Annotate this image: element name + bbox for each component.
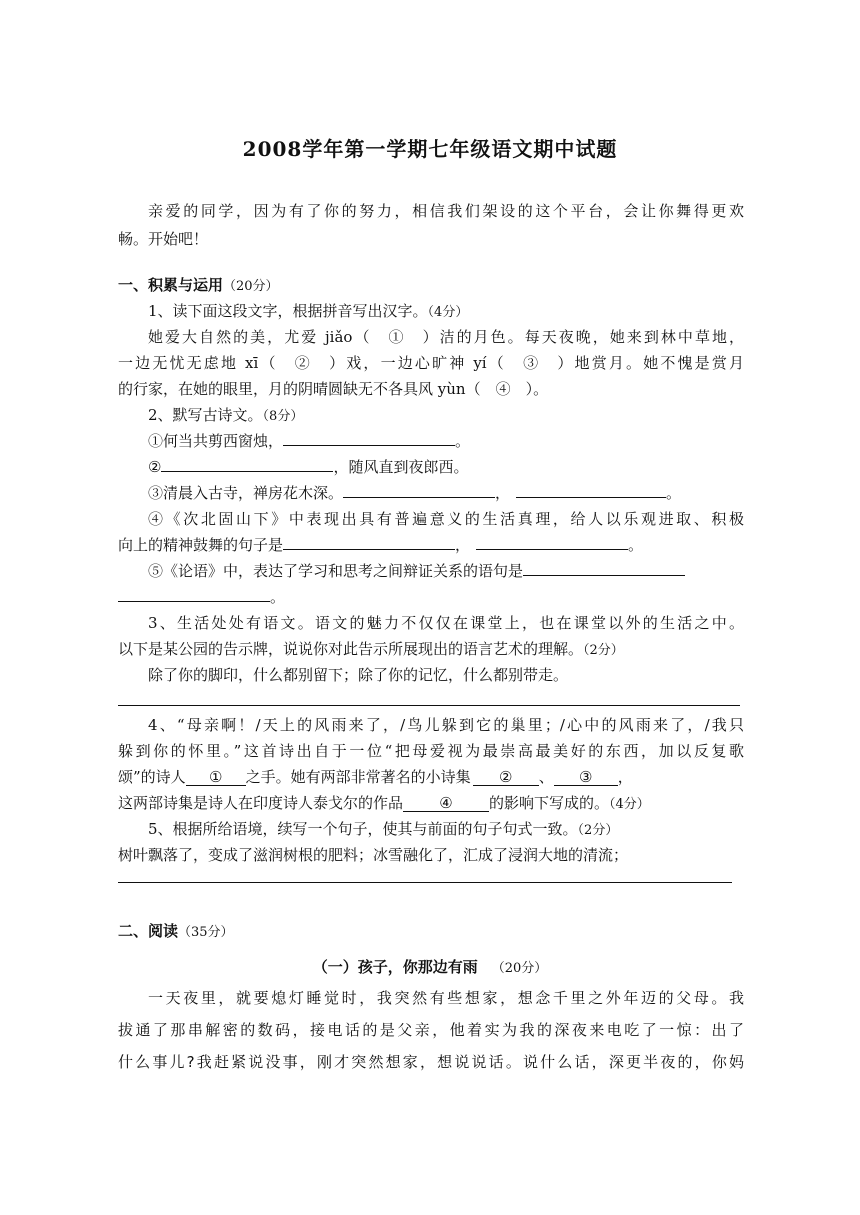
- q4-line-4-end: 的影响下写成的。: [489, 794, 610, 812]
- q4-line-3: [118, 766, 744, 788]
- q1-stem: [148, 300, 744, 324]
- q3-stem-1: 3、生活处处有语文。语文的魅力不仅仅在课堂上，也在课堂以外的生活之中。: [148, 614, 744, 632]
- q1-stem-text: 1、读下面这段文字，根据拼音写出汉字。: [148, 302, 428, 320]
- q4-line-3-mid: 之手。她有两部非常著名的小诗集: [245, 768, 471, 786]
- blank-3[interactable]: ③: [554, 770, 618, 786]
- blank-2[interactable]: ②: [473, 770, 539, 786]
- answer-blank[interactable]: [523, 560, 685, 576]
- blank-4[interactable]: ④: [403, 796, 489, 812]
- q1-passage-line-2: 一边无忧无虑地 xī（ ② ）戏，一边心旷神 yí（ ③ ）地赏月。她不愧是赏月: [118, 354, 744, 372]
- q4-line-4: [118, 792, 744, 816]
- q2-line-2-num: ②: [148, 458, 162, 476]
- q4-line-4-text: 这两部诗集是诗人在印度诗人泰戈尔的作品: [118, 794, 404, 812]
- intro-line-1: 亲爱的同学，因为有了你的努力，相信我们架设的这个平台，会让你舞得更欢: [148, 202, 744, 220]
- q2-line-5: [148, 560, 744, 582]
- q2-line-4b-end: 。: [628, 536, 644, 554]
- q4-line-2: 躲到你的怀里。”这首诗出自于一位“把母爱视为最崇高最美好的东西，加以反复歌: [118, 742, 744, 760]
- q2-line-2-text: ，随风直到夜郎西。: [333, 458, 469, 476]
- q2-stem-text: 2、默写古诗文。: [148, 406, 263, 424]
- blank-1[interactable]: ①: [186, 770, 246, 786]
- q3-stem-2-text: 以下是某公园的告示牌，说说你对此告示所展现出的语言艺术的理解。: [118, 640, 584, 658]
- q4-comma: ，: [617, 768, 633, 786]
- q2-line-4: ④《次北固山下》中表现出具有普遍意义的生活真理，给人以乐观进取、积极: [148, 510, 744, 528]
- passage-line-1: 一天夜里，就要熄灯睡觉时，我突然有些想家，想念千里之外年迈的父母。我: [148, 989, 744, 1007]
- q4-line-3-text: 颂”的诗人: [118, 768, 186, 786]
- answer-blank[interactable]: [118, 586, 270, 602]
- page-title: 2008学年第一学期七年级语文期中试题: [242, 137, 618, 161]
- q2-line-5b-end: 。: [270, 588, 286, 606]
- q3-stem-2: [118, 638, 744, 662]
- intro-line-2: 畅。开始吧！: [118, 230, 209, 248]
- q1-passage-line-1: 她爱大自然的美，尤爱 jiǎo（ ① ）洁的月色。每天夜晚，她来到林中草地，: [148, 328, 744, 346]
- q2-line-3: [148, 482, 744, 504]
- q3-sign-text: 除了你的脚印，什么都别留下；除了你的记忆，什么都别带走。: [148, 666, 569, 684]
- q4-line-1: 4、“母亲啊！/天上的风雨来了，/鸟儿躲到它的巢里；/心中的风雨来了，/我只: [148, 716, 744, 734]
- section2-score: （35分）: [178, 925, 234, 940]
- q4-sep: 、: [538, 768, 554, 786]
- section1-heading: [118, 274, 744, 298]
- answer-line[interactable]: [118, 705, 740, 706]
- passage-line-2: 拔通了那串解密的数码，接电话的是父亲，他着实为我的深夜来电吃了一惊：出了: [118, 1021, 744, 1039]
- q1-score: （4分）: [427, 305, 469, 320]
- q2-line-3-sep: ，: [495, 484, 511, 502]
- q5-stem: [148, 818, 744, 842]
- section2-heading-text: 二、阅读: [118, 922, 179, 940]
- q2-line-5-text: ⑤《论语》中，表达了学习和思考之间辩证关系的语句是: [148, 562, 524, 580]
- section2-heading: [118, 920, 744, 944]
- q2-stem: [148, 404, 744, 428]
- q4-score: （4分）: [609, 797, 650, 812]
- answer-blank[interactable]: [343, 482, 495, 498]
- q2-line-4b-sep: ，: [455, 536, 471, 554]
- q2-line-1-text: ①何当共剪西窗烛，: [148, 432, 284, 450]
- passage-title-text: （一）孩子，你那边有雨: [312, 958, 478, 976]
- answer-line[interactable]: [118, 882, 732, 883]
- answer-blank[interactable]: [283, 534, 455, 550]
- section1-heading-text: 一、积累与运用: [118, 276, 224, 294]
- q2-line-3-end: 。: [666, 484, 682, 502]
- q2-line-1: [148, 430, 744, 452]
- q5-stem-text: 5、根据所给语境，续写一个句子，使其与前面的句子句式一致。: [148, 820, 578, 838]
- q1-passage-line-3: 的行家，在她的眼里，月的阴晴圆缺无不各具风 yùn（ ④ ）。: [118, 380, 549, 398]
- passage-line-3: 什么事儿?我赶紧说没事，刚才突然想家，想说说话。说什么话，深更半夜的，你妈: [118, 1053, 744, 1071]
- answer-blank[interactable]: [516, 482, 666, 498]
- q3-score: （2分）: [583, 643, 624, 658]
- answer-blank[interactable]: [161, 456, 333, 472]
- q5-score: （2分）: [577, 823, 619, 838]
- q2-line-1-end: 。: [455, 432, 471, 450]
- passage-score: （20分）: [491, 961, 548, 976]
- answer-blank[interactable]: [476, 534, 628, 550]
- passage-title: [0, 956, 860, 980]
- q2-line-3-text: ③清晨入古寺，禅房花木深。: [148, 484, 344, 502]
- q5-given-text: 树叶飘落了，变成了滋润树根的肥料；冰雪融化了，汇成了浸润大地的清流；: [118, 846, 629, 864]
- q2-line-4b-text: 向上的精神鼓舞的句子是: [118, 536, 284, 554]
- answer-blank[interactable]: [283, 430, 455, 446]
- q2-line-5b: [118, 586, 744, 608]
- q2-score: （8分）: [262, 409, 304, 424]
- section1-score: （20分）: [223, 279, 279, 294]
- q2-line-2: [148, 456, 744, 478]
- q2-line-4b: [118, 534, 744, 556]
